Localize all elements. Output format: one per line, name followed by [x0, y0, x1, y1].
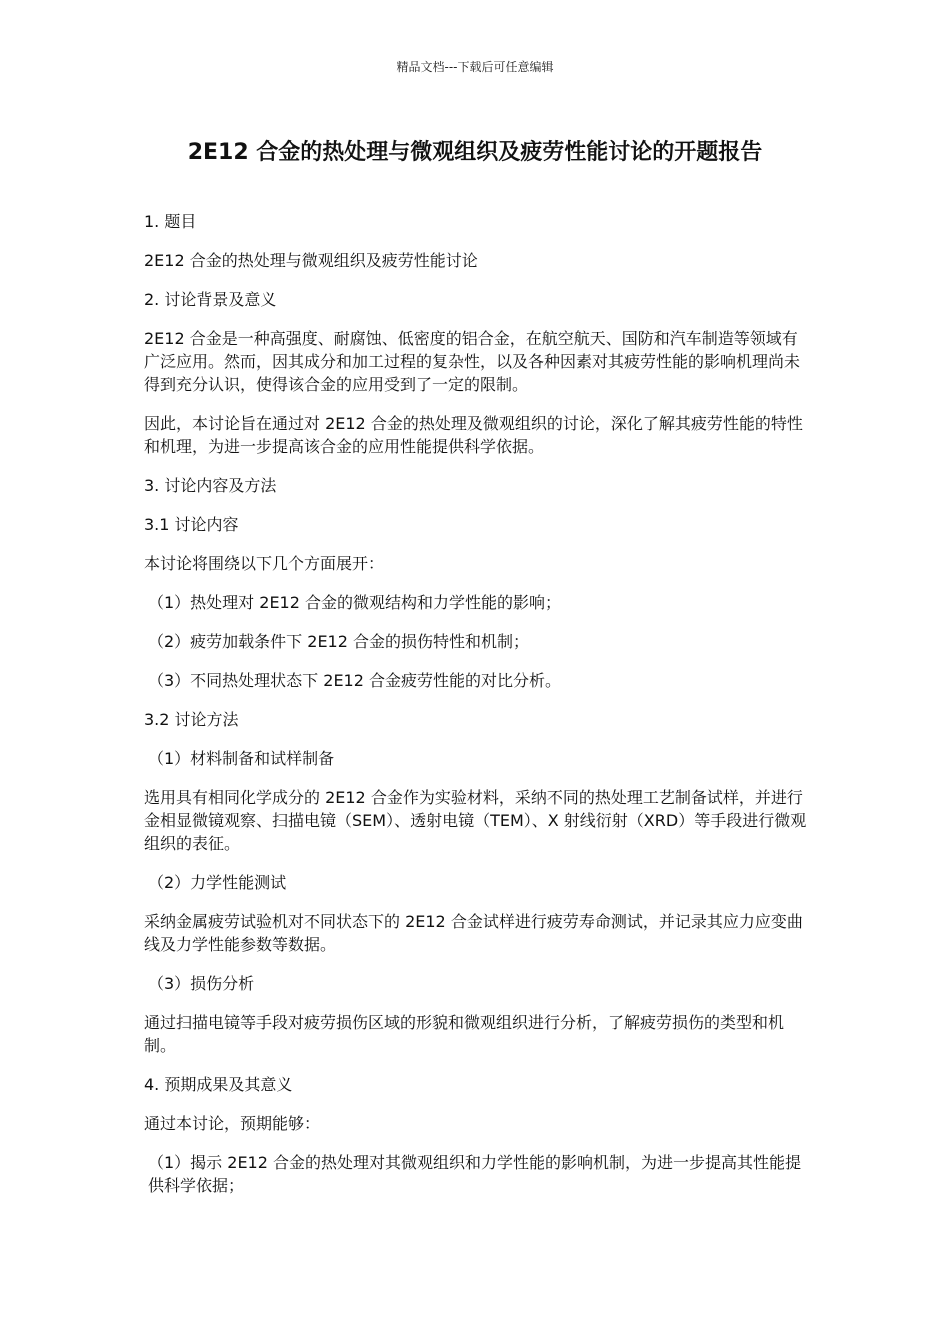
paragraph: 2. 讨论背景及意义 [144, 290, 277, 309]
paragraph: 本讨论将围绕以下几个方面展开： [144, 554, 385, 573]
paragraph: 3. 讨论内容及方法 [144, 476, 277, 495]
paragraph: （1）热处理对 2E12 合金的微观结构和力学性能的影响； [148, 593, 562, 612]
paragraph: （2）疲劳加载条件下 2E12 合金的损伤特性和机制； [148, 632, 530, 651]
paragraph: （1）揭示 2E12 合金的热处理对其微观组织和力学性能的影响机制，为进一步提高其性能提供科学依据； [148, 1153, 802, 1195]
paragraph: 2E12 合金是一种高强度、耐腐蚀、低密度的铝合金，在航空航天、国防和汽车制造等领域有广泛应用。然而，因其成分和加工过程的复杂性，以及各种因素对其疲劳性能的影响机理尚未得到充分认识，使得该合金的应用受到了一定的限制。 [144, 329, 801, 394]
paragraph: 2E12 合金的热处理与微观组织及疲劳性能讨论 [144, 251, 478, 270]
paragraph: （3）不同热处理状态下 2E12 合金疲劳性能的对比分析。 [148, 671, 562, 690]
paragraph: 选用具有相同化学成分的 2E12 合金作为实验材料，采纳不同的热处理工艺制备试样，并进行金相显微镜观察、扫描电镜（SEM）、透射电镜（TEM）、X 射线衍射（XRD）等手段进行微观组织的表征。 [144, 788, 807, 853]
paragraph: （2）力学性能测试 [148, 873, 287, 892]
paragraph: 因此，本讨论旨在通过对 2E12 合金的热处理及微观组织的讨论，深化了解其疲劳性能的特性和机理，为进一步提高该合金的应用性能提供科学依据。 [144, 414, 803, 456]
paragraph: 通过扫描电镜等手段对疲劳损伤区域的形貌和微观组织进行分析，了解疲劳损伤的类型和机制。 [144, 1013, 785, 1055]
paragraph: 采纳金属疲劳试验机对不同状态下的 2E12 合金试样进行疲劳寿命测试，并记录其应力应变曲线及力学性能参数等数据。 [144, 912, 803, 954]
paragraph: （3）损伤分析 [148, 974, 255, 993]
paragraph: 3.1 讨论内容 [144, 515, 239, 534]
document-title: 2E12 合金的热处理与微观组织及疲劳性能讨论的开题报告 [187, 140, 763, 165]
paragraph: 3.2 讨论方法 [144, 710, 239, 729]
paragraph: （1）材料制备和试样制备 [148, 749, 335, 768]
paragraph: 4. 预期成果及其意义 [144, 1075, 293, 1094]
page-header: 精品文档---下载后可任意编辑 [396, 60, 554, 74]
paragraph: 1. 题目 [144, 212, 197, 231]
paragraph: 通过本讨论，预期能够： [144, 1114, 321, 1133]
document-body [144, 210, 808, 1213]
